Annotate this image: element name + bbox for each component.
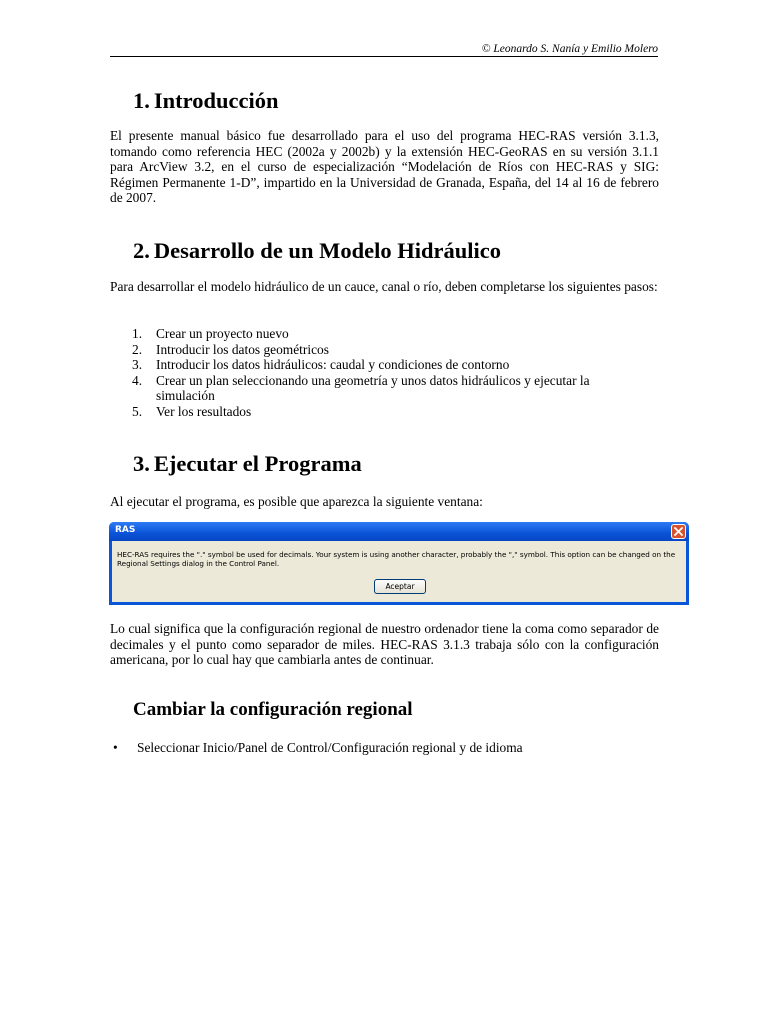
dialog-title-bar [109, 522, 689, 541]
list-item-number: 2. [132, 341, 143, 357]
list-item-number: 5. [132, 403, 143, 419]
list-item [110, 373, 630, 404]
steps-list [110, 326, 630, 419]
subsection-heading-configuracion: Cambiar la configuración regional [133, 699, 413, 720]
accept-button[interactable]: Aceptar [374, 579, 426, 594]
list-item-text: Introducir los datos geométricos [156, 341, 329, 357]
model-paragraph: Para desarrollar el modelo hidráulico de un cauce, canal o río, deben completarse los siguientes pasos: [110, 279, 658, 294]
section-heading-ejecutar [133, 451, 362, 477]
ras-dialog-screenshot [109, 522, 689, 605]
section-title: Ejecutar el Programa [153, 451, 362, 476]
section-title: Introducción [153, 88, 279, 113]
section-title: Desarrollo de un Modelo Hidráulico [153, 238, 501, 263]
bullet-icon: • [113, 740, 118, 755]
header-credit: © Leonardo S. Nanía y Emilio Molero [481, 43, 658, 55]
dialog-body [112, 541, 686, 602]
run-paragraph: Al ejecutar el programa, es posible que aparezca la siguiente ventana: [110, 494, 483, 509]
section-heading-introduccion [133, 88, 278, 114]
run-after-paragraph: Lo cual significa que la configuración regional de nuestro ordenador tiene la coma como separador de decimales y el punto como separador de miles. HEC-RAS 3.1.3 trabaja sólo con la configuración americana, por lo cual hay que cambiarla antes de continuar. [110, 621, 659, 668]
close-icon[interactable] [671, 524, 686, 539]
list-item-number: 4. [132, 372, 143, 388]
section-heading-desarrollo [133, 238, 501, 264]
section-number: 3. [133, 451, 150, 476]
list-item-number: 3. [132, 357, 143, 372]
section-number: 2. [133, 238, 150, 263]
bullet-text: Seleccionar Inicio/Panel de Control/Configuración regional y de idioma [137, 740, 523, 755]
list-item-text: Crear un plan seleccionando una geometría y unos datos hidráulicos y ejecutar la simulación [156, 372, 590, 403]
list-item [110, 326, 630, 342]
list-item [110, 404, 630, 420]
header-rule [110, 56, 658, 57]
intro-paragraph: El presente manual básico fue desarrollado para el uso del programa HEC-RAS versión 3.1.3, tomando como referencia HEC (2002a y 2002b) y la extensión HEC-GeoRAS en su versión 3.1.1 para ArcView 3.2, en el curso de especialización “Modelación de Ríos con HEC-RAS y SIG: Régimen Permanente 1-D”, impartido en la Universidad de Granada, España, del 14 al 16 de febrero de 2007. [110, 128, 659, 206]
dialog-title: RAS [115, 525, 136, 535]
list-item [110, 342, 630, 358]
list-item-text: Introducir los datos hidráulicos: caudal y condiciones de contorno [156, 357, 510, 372]
section-number: 1. [133, 88, 150, 113]
dialog-message: HEC-RAS requires the "." symbol be used for decimals. Your system is using another character, probably the "," symbol. This option can be changed on the Regional Settings dialog in the Control Panel. [117, 550, 676, 568]
list-item [110, 357, 630, 373]
list-item-text: Ver los resultados [156, 403, 252, 419]
list-item-number: 1. [132, 326, 143, 341]
list-item-text: Crear un proyecto nuevo [156, 326, 289, 341]
